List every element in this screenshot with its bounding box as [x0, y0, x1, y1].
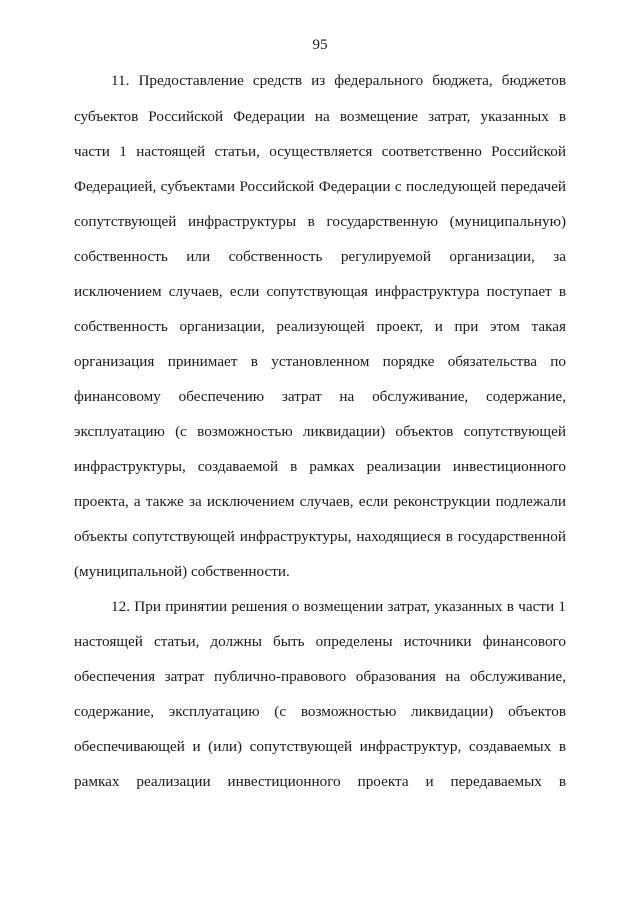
text-line: организация принимает в установленном порядке обязательства по: [74, 353, 566, 370]
text-line: обеспечения затрат публично-правового образования на обслуживание,: [74, 668, 566, 685]
text-line: настоящей статьи, должны быть определены источники финансового: [74, 633, 566, 650]
text-line: исключением случаев, если сопутствующая инфраструктура поступает в: [74, 283, 566, 300]
text-line: эксплуатацию (с возможностью ликвидации) объектов сопутствующей: [74, 423, 566, 440]
text-line: инфраструктуры, создаваемой в рамках реализации инвестиционного: [74, 458, 566, 475]
text-line: объекты сопутствующей инфраструктуры, находящиеся в государственной: [74, 528, 566, 545]
text-line: части 1 настоящей статьи, осуществляется соответственно Российской: [74, 143, 566, 160]
page-number: 95: [312, 36, 328, 53]
text-line: 11. Предоставление средств из федерального бюджета, бюджетов: [111, 72, 566, 89]
text-line: финансовому обеспечению затрат на обслуживание, содержание,: [74, 388, 566, 405]
text-line: 12. При принятии решения о возмещении затрат, указанных в части 1: [111, 598, 566, 615]
text-line: сопутствующей инфраструктуры в государственную (муниципальную): [74, 213, 566, 230]
text-line: обеспечивающей и (или) сопутствующей инфраструктур, создаваемых в: [74, 738, 566, 755]
text-line: субъектов Российской Федерации на возмещение затрат, указанных в: [74, 108, 566, 125]
text-line: Федерацией, субъектами Российской Федерации с последующей передачей: [74, 178, 566, 195]
text-line: содержание, эксплуатацию (с возможностью ликвидации) объектов: [74, 703, 566, 720]
text-line: рамках реализации инвестиционного проекта и передаваемых в: [74, 773, 566, 790]
text-line: собственность организации, реализующей проект, и при этом такая: [74, 318, 566, 335]
text-line: собственность или собственность регулируемой организации, за: [74, 248, 566, 265]
text-line: (муниципальной) собственности.: [74, 563, 290, 580]
text-line: проекта, а также за исключением случаев, если реконструкции подлежали: [74, 493, 566, 510]
